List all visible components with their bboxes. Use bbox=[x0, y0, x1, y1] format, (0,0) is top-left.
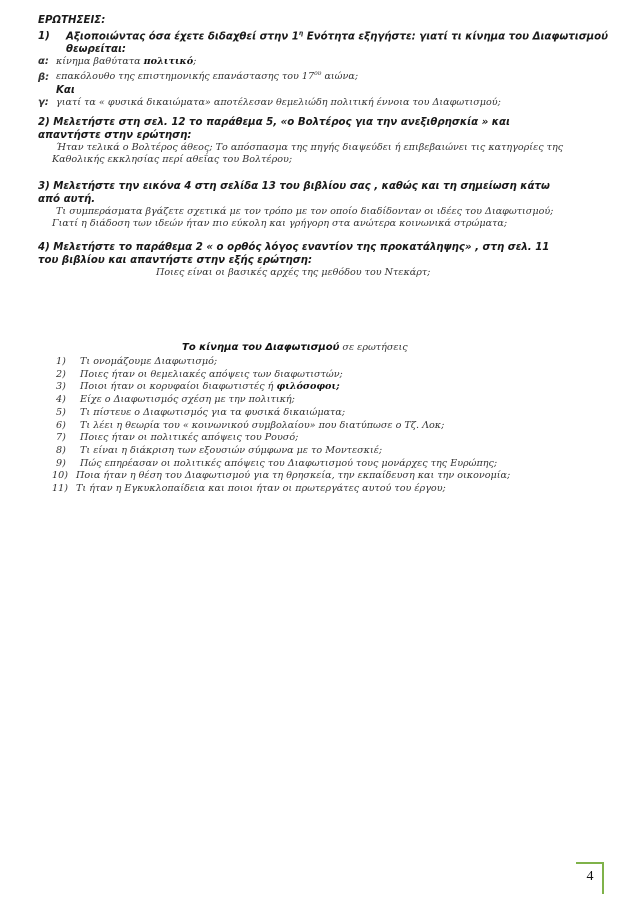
list-item bbox=[52, 483, 576, 496]
questions-header: ΕΡΩΤΗΣΕΙΣ: bbox=[38, 15, 106, 26]
list-item-text: Ποιες ήταν οι πολιτικές απόψεις του Ρουσό; bbox=[80, 432, 299, 444]
list-item-bold: φιλόσοφοι; bbox=[276, 381, 340, 393]
list-item bbox=[56, 445, 576, 458]
question-2-title: 2) Μελετήστε στη σελ. 12 το παράθεμα 5, «ο Βολτέρος για την ανεξιθρησκία » και bbox=[38, 117, 510, 128]
questions-block bbox=[38, 14, 609, 109]
question-4 bbox=[38, 241, 598, 279]
section-title: Το κίνημα του Διαφωτισμού σε ερωτήσεις bbox=[182, 342, 408, 353]
question-3-body-line2: Γιατί η διάδοση των ιδεών ήταν πιο εύκολη και γρήγορη στα ανώτερα κοινωνικά στρώματα; bbox=[52, 218, 508, 229]
list-item-number: 8) bbox=[56, 444, 66, 456]
question-1-kai: Και bbox=[56, 84, 75, 96]
list-item bbox=[56, 420, 576, 433]
question-3-title: 3) Μελετήστε την εικόνα 4 στη σελίδα 13 του βιβλίου σας , καθώς και τη σημείωση κάτω bbox=[38, 181, 550, 192]
questions-list bbox=[52, 356, 576, 496]
question-4-body: Ποιες είναι οι βασικές αρχές της μεθόδου του Ντεκάρτ; bbox=[156, 267, 431, 278]
list-item-text: Ποια ήταν η θέση του Διαφωτισμού για τη θρησκεία, την εκπαίδευση και την οικονομία; bbox=[76, 470, 511, 482]
list-item-number: 9) bbox=[56, 457, 66, 469]
list-item-number: 1) bbox=[56, 356, 66, 367]
question-2-title-line2: απαντήστε στην ερώτηση: bbox=[38, 130, 192, 141]
list-item bbox=[56, 394, 576, 407]
list-item bbox=[56, 407, 576, 420]
list-item-number: 5) bbox=[56, 406, 66, 418]
list-item bbox=[56, 432, 576, 445]
list-item-text: Τι είναι η διάκριση των εξουσιών σύμφωνα με το Μοντεσκιέ; bbox=[80, 444, 383, 456]
list-item-text: Τι λέει η θεωρία του « κοινωνικού συμβολαίου» που διατύπωσε ο Τζ. Λοκ; bbox=[80, 419, 445, 431]
question-2-body: Ήταν τελικά ο Βολτέρος άθεος; Το απόσπασμα της πηγής διαψεύδει ή επιβεβαιώνει τις κατηγορίες της bbox=[56, 142, 564, 153]
question-3-body: Τι συμπεράσματα βγάζετε σχετικά με τον τρόπο με τον οποίο διαδίδονταν οι ιδέες του Διαφωτισμού; bbox=[56, 206, 554, 217]
list-item-text: Τι πίστευε ο Διαφωτισμός για τα φυσικά δικαιώματα; bbox=[80, 406, 346, 418]
list-item bbox=[56, 381, 576, 394]
list-item bbox=[52, 470, 576, 483]
question-1-a: α: κίνημα βαθύτατα πολιτικό; bbox=[38, 56, 197, 68]
list-item-text: Ποιοι ήταν οι κορυφαίοι διαφωτιστές ή bbox=[80, 381, 277, 393]
list-item-number: 10) bbox=[52, 470, 68, 482]
page-number-rule bbox=[602, 864, 604, 894]
question-2-body-line2: Καθολικής εκκλησίας περί αθεΐας του Βολτέρου; bbox=[52, 154, 293, 165]
list-item-text: Τι ήταν η Εγκυκλοπαίδεια και ποιοι ήταν οι πρωτεργάτες αυτού του έργου; bbox=[76, 483, 446, 495]
page-number-box bbox=[576, 862, 604, 890]
list-item bbox=[56, 369, 576, 382]
question-4-title: 4) Μελετήστε το παράθεμα 2 « ο ορθός λόγος εναντίον της προκατάληψης» , στη σελ. 11 bbox=[38, 242, 550, 253]
list-item-text: Είχε ο Διαφωτισμός σχέση με την πολιτική; bbox=[80, 394, 295, 406]
list-item-number: 4) bbox=[56, 394, 66, 406]
question-2 bbox=[38, 116, 598, 166]
question-1-b: β: επακόλουθο της επιστημονικής επανάστασης του $17^{o\upsilon}$ αιώνα; bbox=[38, 70, 359, 83]
list-item-text: Ποιες ήταν οι θεμελιακές απόψεις των διαφωτιστών; bbox=[80, 368, 343, 380]
list-item-text: Πώς επηρέασαν οι πολιτικές απόψεις του Διαφωτισμού τους μονάρχες της Ευρώπης; bbox=[80, 457, 498, 469]
question-3-title-line2: από αυτή. bbox=[38, 194, 96, 205]
list-item-text: Τι ονομάζουμε Διαφωτισμό; bbox=[80, 356, 218, 367]
list-item-number: 3) bbox=[56, 381, 66, 393]
list-item bbox=[56, 356, 576, 369]
question-4-title-line2: του βιβλίου και απαντήστε στην εξής ερώτηση: bbox=[38, 255, 313, 266]
list-item-number: 2) bbox=[56, 368, 66, 380]
question-1: 1) Αξιοποιώντας όσα έχετε διδαχθεί στην $1^\eta$ Ενότητα εξηγήστε: γιατί τι κίνημα του Διαφωτισμού bbox=[38, 30, 609, 43]
question-1-number: 1) bbox=[38, 31, 50, 43]
question-1-c: γ: γιατί τα « φυσικά δικαιώματα» αποτέλεσαν θεμελιώδη πολιτική έννοια του Διαφωτισμού; bbox=[38, 96, 501, 108]
list-item bbox=[56, 458, 576, 471]
list-item-number: 6) bbox=[56, 419, 66, 431]
list-item-number: 7) bbox=[56, 432, 66, 444]
list-item-number: 11) bbox=[52, 483, 68, 495]
question-3 bbox=[38, 180, 598, 230]
question-1-line2: θεωρείται: bbox=[66, 44, 127, 56]
page-number: 4 bbox=[586, 869, 594, 884]
